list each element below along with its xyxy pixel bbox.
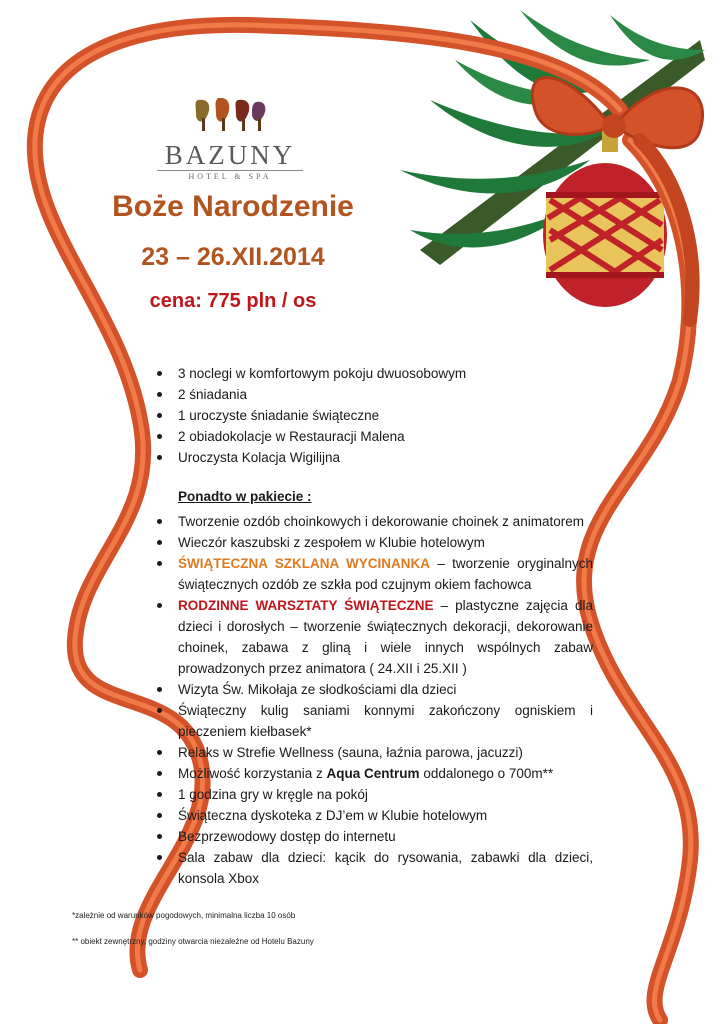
list-item: Relaks w Strefie Wellness (sauna, łaźnia parowa, jacuzzi): [153, 742, 593, 763]
highlight-text: RODZINNE WARSZTATY ŚWIĄTECZNE: [178, 598, 434, 613]
list-item: Wieczór kaszubski z zespołem w Klubie hotelowym: [153, 532, 593, 553]
brand-name: BAZUNY: [164, 140, 296, 170]
package-heading: Ponadto w pakiecie :: [178, 489, 312, 504]
item-text: oddalonego o 700m**: [419, 766, 554, 781]
item-text: Możliwość korzystania z: [178, 766, 327, 781]
list-item: Świąteczna dyskoteka z DJ’em w Klubie hotelowym: [153, 805, 593, 826]
item-text: – tworzenie oryginalnych świątecznych ozdób ze szkła pod czujnym okiem fachowca: [178, 556, 593, 592]
highlight-text: ŚWIĄTECZNA SZKLANA WYCINANKA: [178, 556, 431, 571]
page-title: Boże Narodzenie: [112, 190, 354, 223]
list-item: Sala zabaw dla dzieci: kącik do rysowania, zabawki dla dzieci, konsola Xbox: [153, 847, 593, 889]
hotel-logo: [155, 98, 305, 181]
list-item: [153, 595, 593, 679]
price: cena: 775 pln / os: [149, 290, 317, 312]
event-dates: 23 – 26.XII.2014: [141, 243, 325, 271]
list-item: Uroczysta Kolacja Wigilijna: [153, 447, 593, 468]
footnote: ** obiekt zewnętrzny, godziny otwarcia niezależne od Hotelu Bazuny: [72, 937, 314, 946]
footnote: *zależnie od warunków pogodowych, minimalna liczba 10 osób: [72, 911, 296, 920]
list-item: 2 śniadania: [153, 384, 593, 405]
list-item: Świąteczny kulig saniami konnymi zakończony ogniskiem i pieczeniem kiełbasek*: [153, 700, 593, 742]
included-list: [153, 363, 593, 468]
list-item: Tworzenie ozdób choinkowych i dekorowanie choinek z animatorem: [153, 511, 593, 532]
list-item: Bezprzewodowy dostęp do internetu: [153, 826, 593, 847]
list-item: 3 noclegi w komfortowym pokoju dwuosobowym: [153, 363, 593, 384]
list-item: [153, 763, 593, 784]
item-text: – plastyczne zajęcia dla dzieci i dorosłych – tworzenie świątecznych dekoracji, dekorowanie choinek, zabawa z gliną i wiele innych wspólnych zabaw prowadzonych przez animatora ( 24.XII i 25.XII ): [178, 598, 593, 676]
trees-logo-icon: [190, 98, 270, 132]
list-item: 1 uroczyste śniadanie świąteczne: [153, 405, 593, 426]
list-item: 2 obiadokolacje w Restauracji Malena: [153, 426, 593, 447]
brand-subtitle: HOTEL & SPA: [188, 172, 272, 181]
bold-text: Aqua Centrum: [326, 766, 420, 781]
logo-divider: [157, 170, 303, 171]
list-item: Wizyta Św. Mikołaja ze słodkościami dla dzieci: [153, 679, 593, 700]
list-item: [153, 553, 593, 595]
list-item: 1 godzina gry w kręgle na pokój: [153, 784, 593, 805]
package-list: [153, 511, 593, 889]
